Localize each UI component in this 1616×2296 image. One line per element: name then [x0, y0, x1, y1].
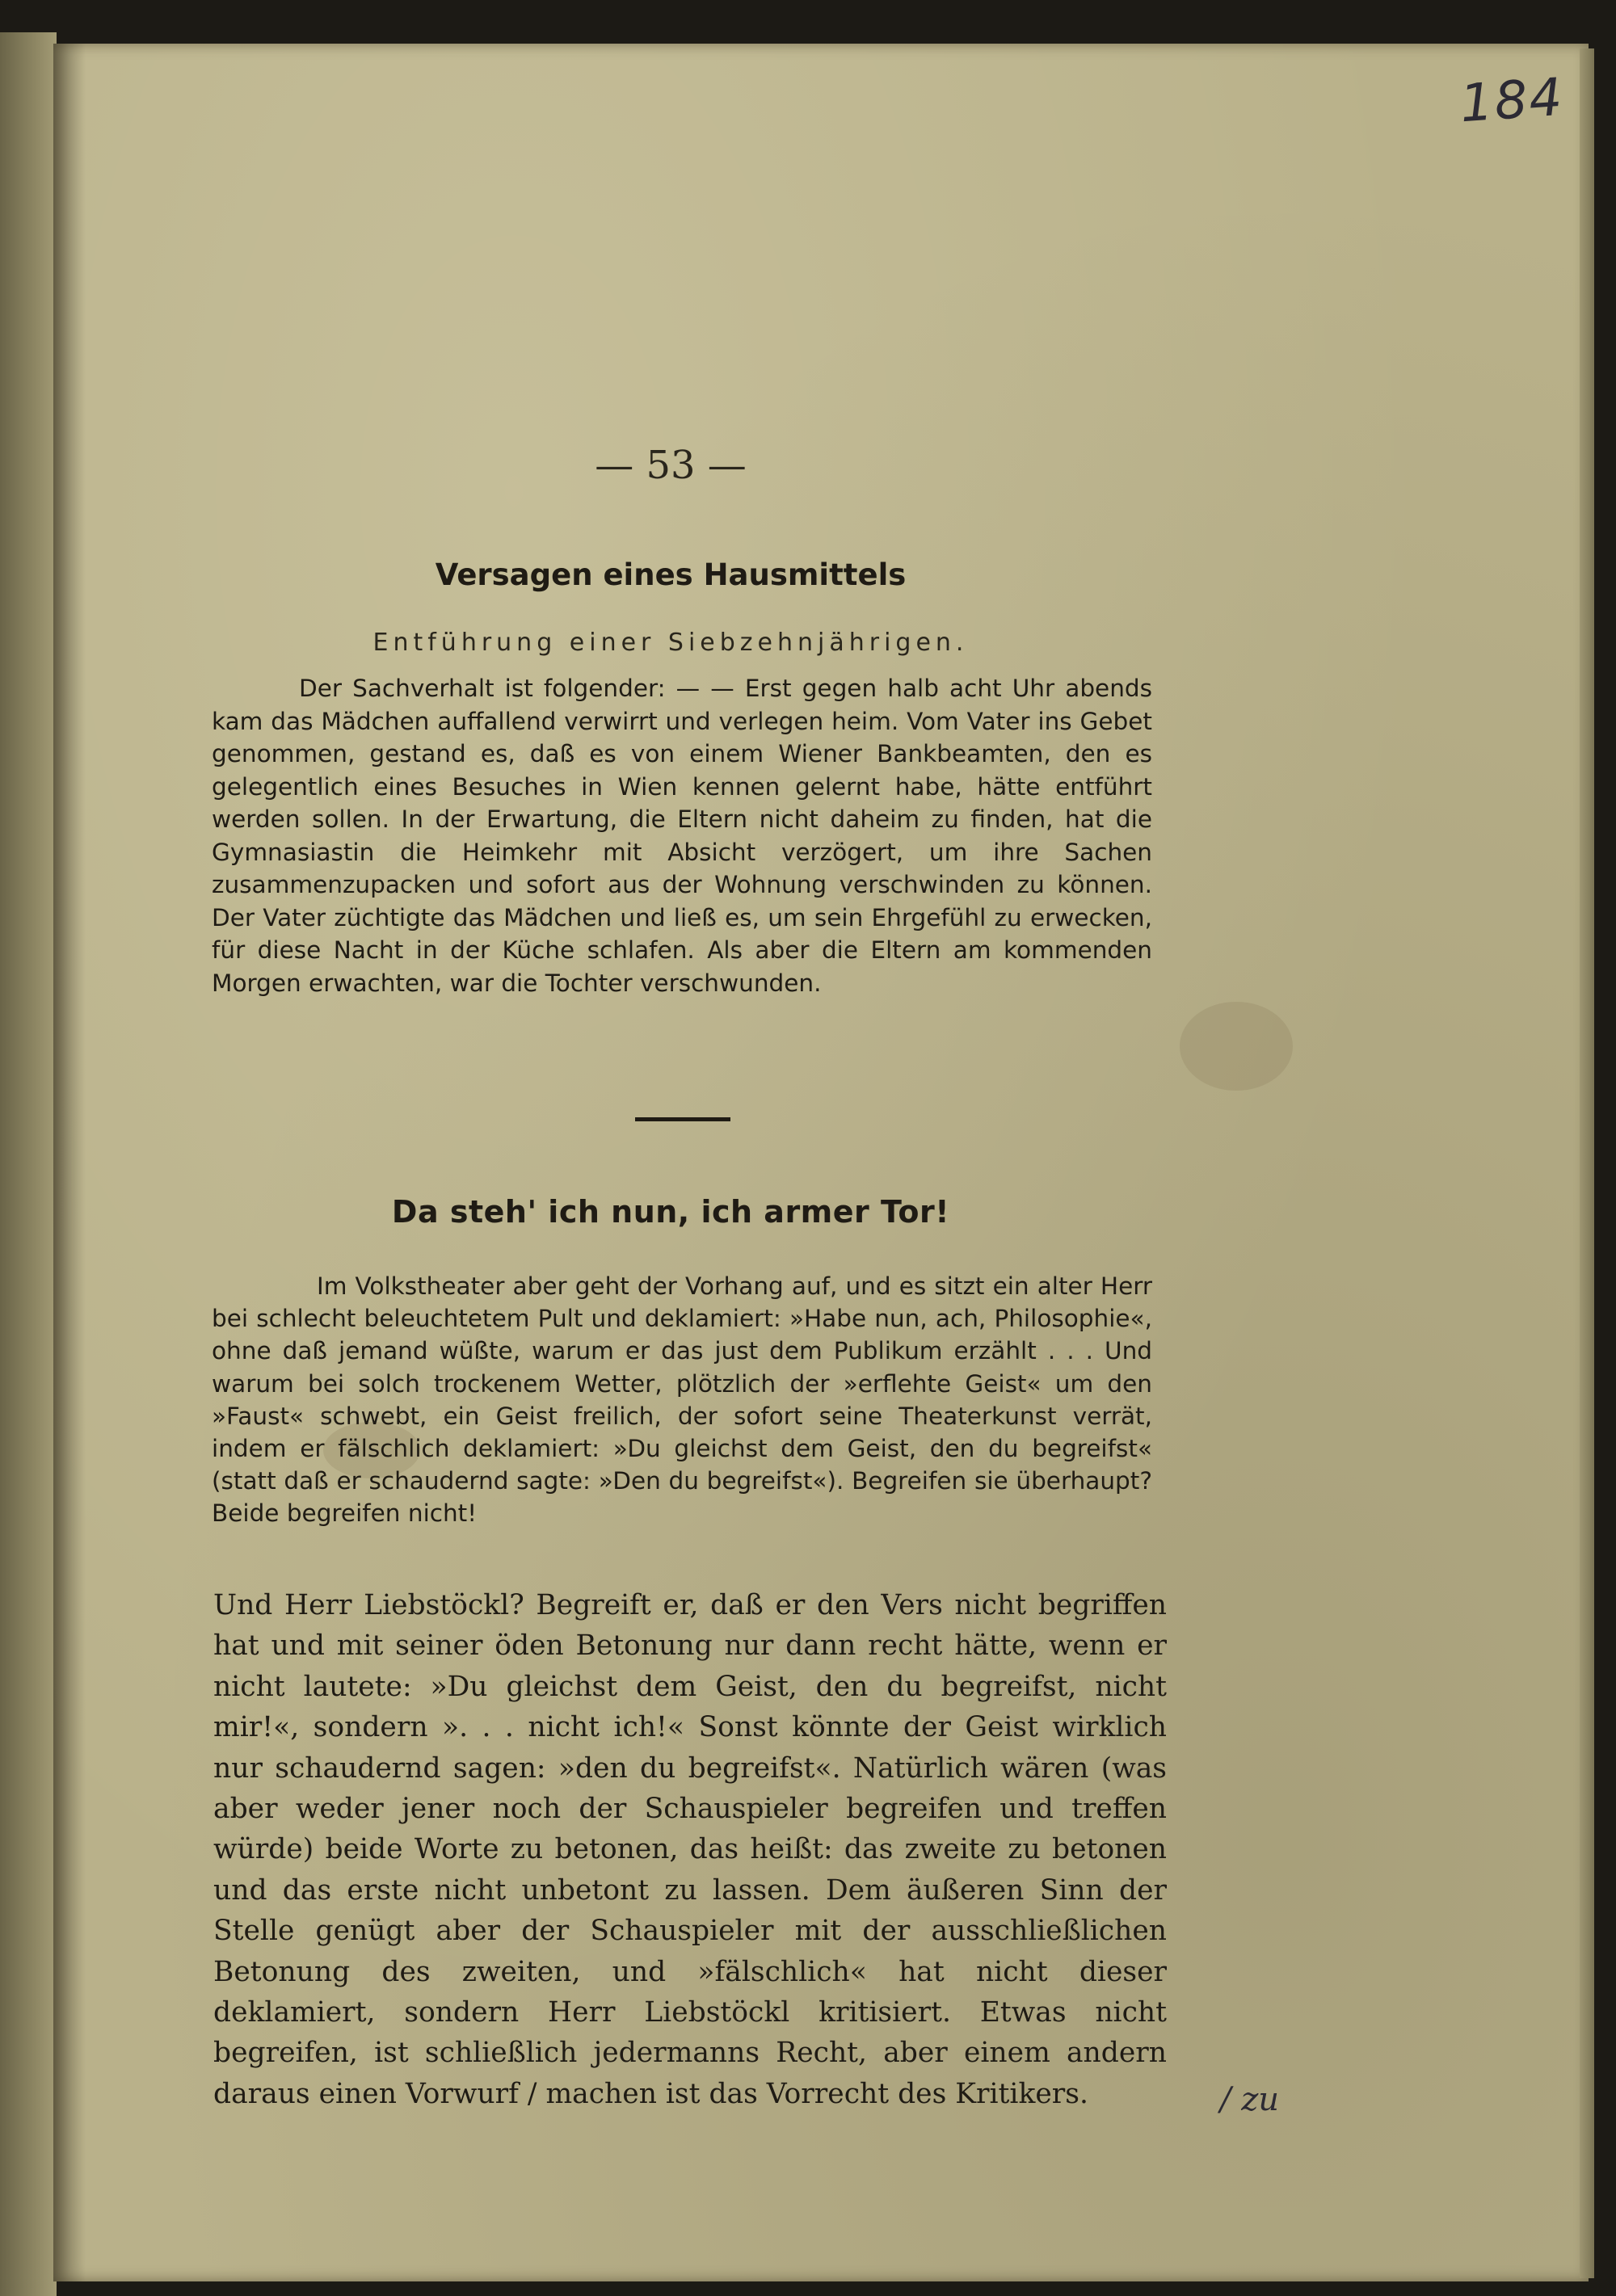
review-quote-text: Im Volkstheater aber geht der Vorhang auf, und es sitzt ein alter Herr bei schlecht beleuchtetem Pult und deklamiert: »Habe nun, ach, Philosophie«, ohne daß jemand wüßte, warum er das just dem Publikum erzählt . . . Und warum bei solch trockenem Wetter, plötzlich der »erflehte Geist« um den »Faust« schwebt, ein Geist freilich, der sofort seine Theaterkunst verrät, indem er fälschlich deklamiert: »Du gleichst dem Geist, den du begreifst« (statt daß er schaudernd sagte: »Den du begreifst«). Begreifen sie überhaupt? Beide begreifen nicht! [212, 1272, 1152, 1528]
paper-stain [1180, 1002, 1293, 1091]
gutter-shadow [53, 44, 86, 2281]
page-right-edge [1580, 48, 1594, 2278]
section-subtitle: Entführung einer Siebzehnjährigen. [372, 629, 969, 657]
news-excerpt-text: Der Sachverhalt ist folgender: — — Erst gegen halb acht Uhr abends kam das Mädchen auffallend verwirrt und verlegen heim. Vom Vater ins Gebet genommen, gestand es, daß es von einem Wiener Bankbeamten, den es gelegentlich eines Besuches in Wien kennen gelernt habe, hätte entführt werden sollen. In der Erwartung, die Eltern nicht daheim zu finden, hat die Gymnasiastin die Heimkehr mit Absicht verzögert, um ihre Sachen zusammenzupacken und sofort aus der Wohnung verschwinden zu können. Der Vater züchtigte das Mädchen und ließ es, um sein Ehrgefühl zu erwecken, für diese Nacht in der Küche schlafen. Als aber die Eltern am kommenden Morgen erwachten, war die Tochter verschwunden. [212, 675, 1152, 997]
section-title-armer-tor: Da steh' ich nun, ich armer Tor! [391, 1194, 950, 1230]
news-excerpt-paragraph [212, 672, 1152, 999]
handwritten-folio-number: 184 [1458, 67, 1566, 135]
section-divider [635, 1117, 730, 1121]
handwritten-margin-note: / zu [1220, 2081, 1280, 2118]
page-number: — 53 — [595, 443, 747, 488]
review-quote-paragraph [212, 1270, 1152, 1530]
commentary-paragraph: Und Herr Liebstöckl? Begreift er, daß er den Vers nicht begriffen hat und mit seiner öden Betonung nur dann recht hätte, wenn er nicht lautete: »Du gleichst dem Geist, den du begreifst, nicht mir!«, sondern ». . . nicht ich!« Sonst könnte der Geist wirklich nur schaudernd sagen: »den du begreifst«. Natürlich wären (was aber weder jener noch der Schauspieler begreifen und treffen würde) beide Worte zu betonen, das heißt: das zweite zu betonen und das erste nicht unbetont zu lassen. Dem äußeren Sinn der Stelle genügt aber der Schauspieler mit der ausschließlichen Betonung des zweiten, und »fälschlich« hat nicht dieser deklamiert, sondern Herr Liebstöckl kritisiert. Etwas nicht begreifen, ist schließlich jedermanns Recht, aber einem andern daraus einen Vorwurf / machen ist das Vorrecht des Kritikers. [213, 1589, 1167, 2110]
section-title-hausmittel: Versagen eines Hausmittels [435, 557, 907, 592]
facing-page-edge [0, 32, 57, 2296]
